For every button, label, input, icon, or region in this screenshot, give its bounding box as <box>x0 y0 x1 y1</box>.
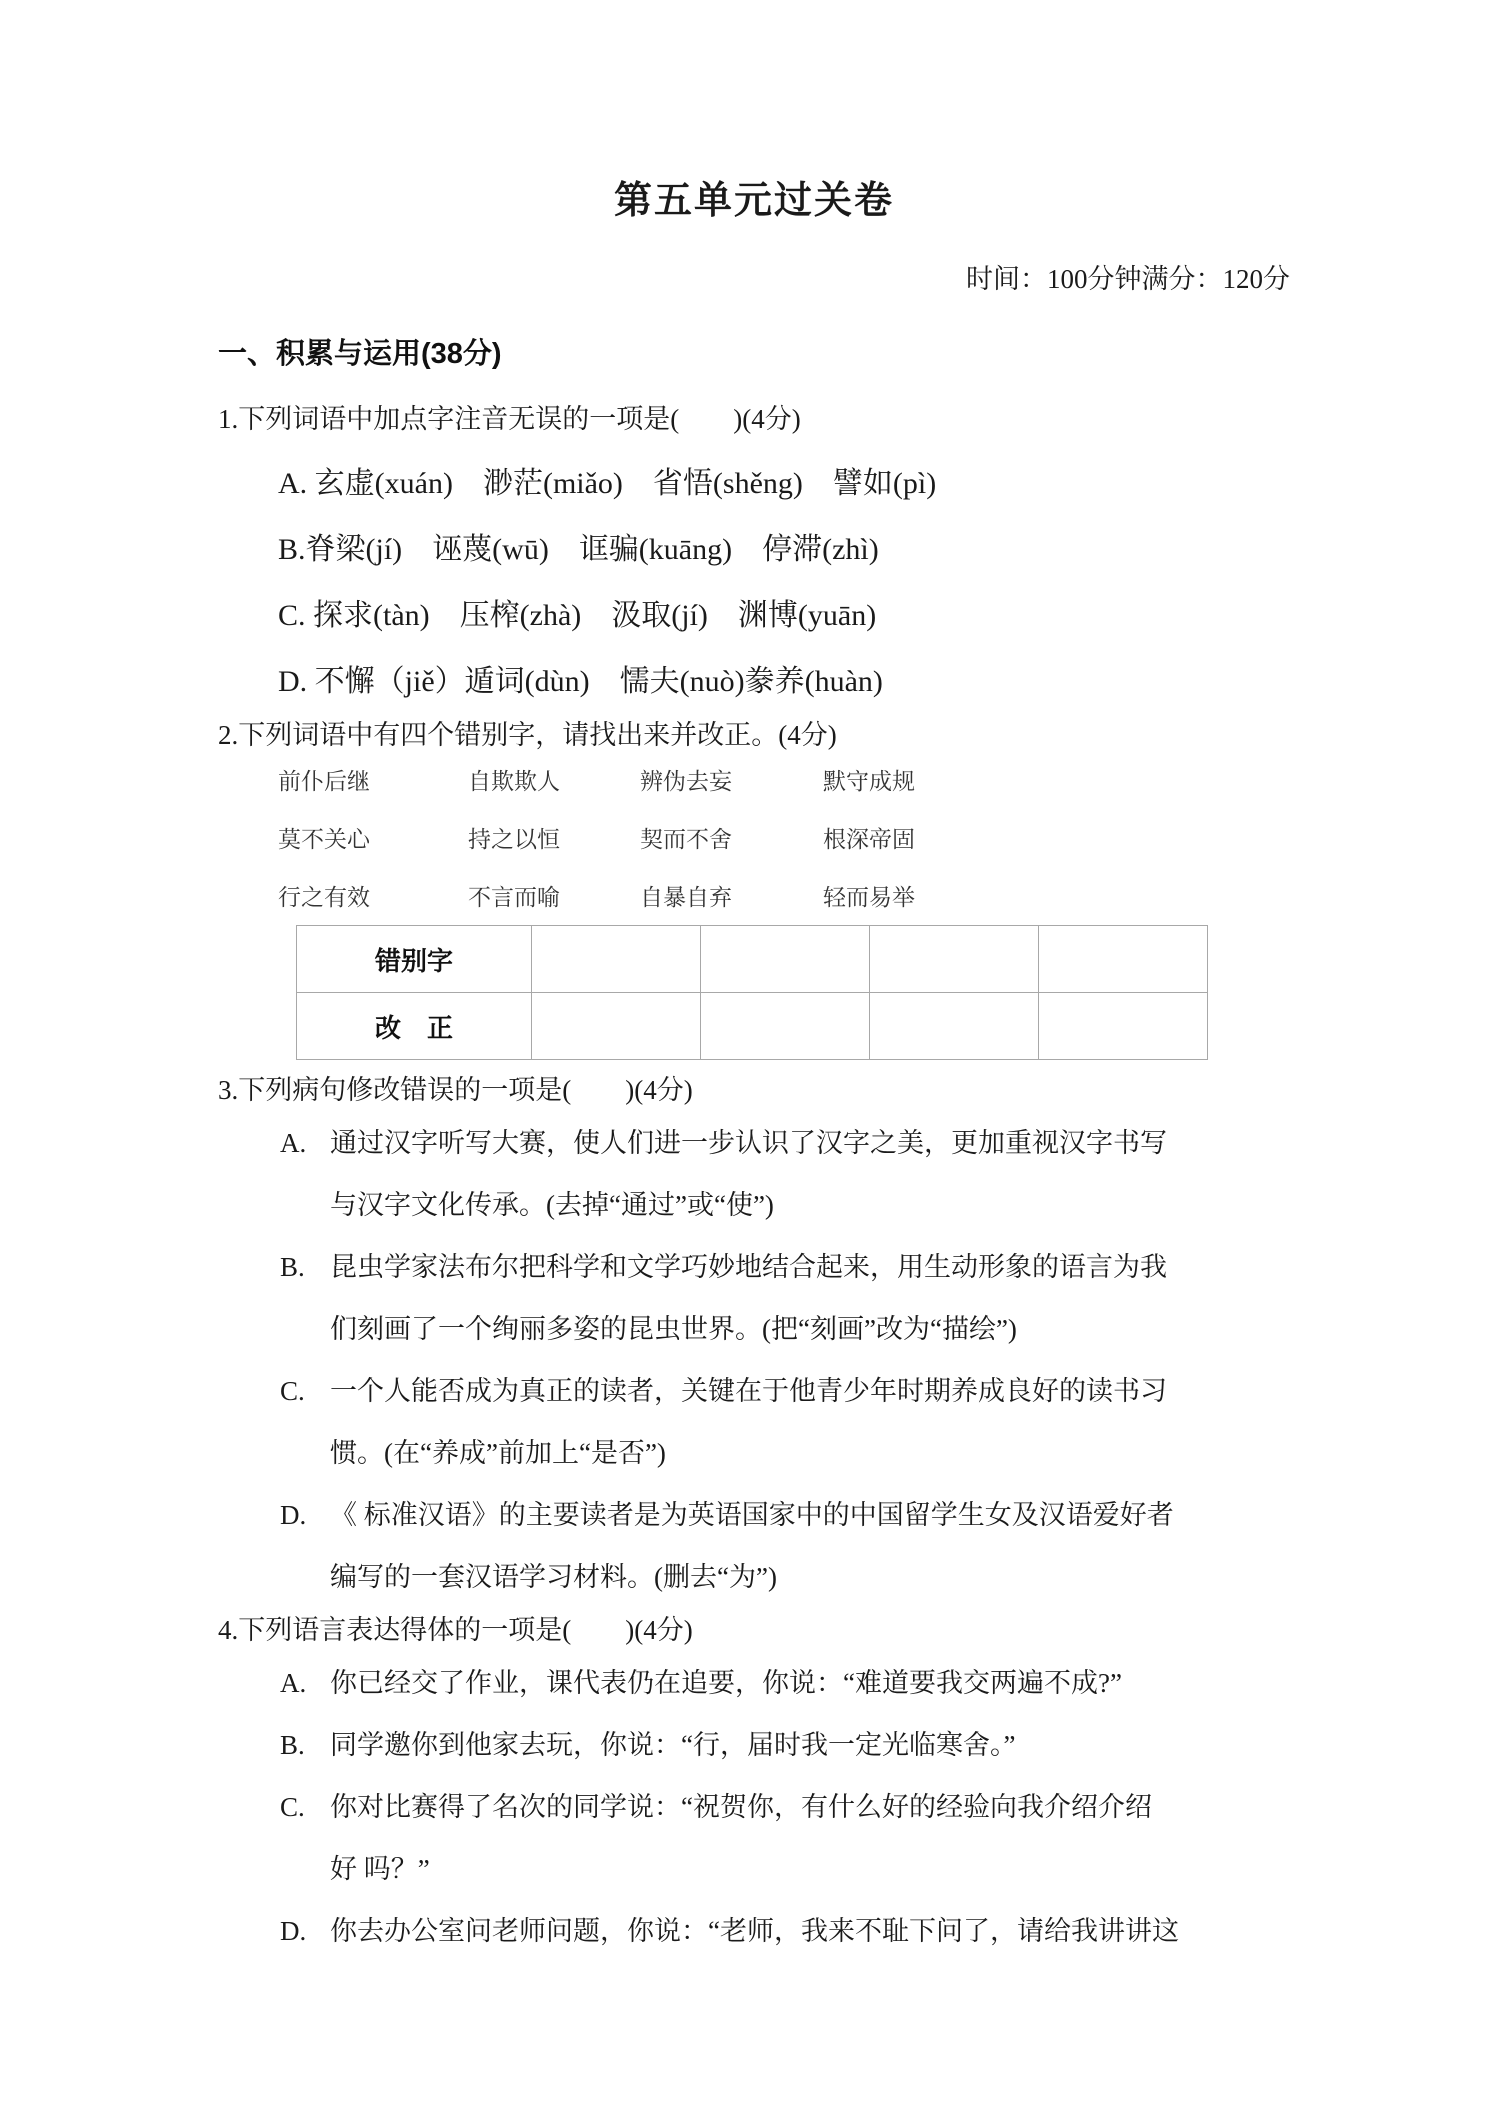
table-answer-cell <box>1039 926 1208 993</box>
option-label: A. <box>280 1128 307 1158</box>
question-1-option-a: A. 玄虚(xuán) 渺茫(miǎo) 省悟(shěng) 譬如(pì) <box>278 467 937 500</box>
option-text-line: 编写的一套汉语学习材料。(删去“为”) <box>330 1562 777 1592</box>
option-text-line: 通过汉字听写大赛，使人们进一步认识了汉字之美，更加重视汉字书写 <box>330 1128 1167 1158</box>
option-label: D. <box>280 1916 307 1946</box>
table-answer-cell <box>701 926 870 993</box>
option-text <box>330 1236 1290 1360</box>
option-label: A. <box>280 1668 307 1698</box>
option-text <box>330 1484 1290 1608</box>
option-text-line: 同学邀你到他家去玩，你说：“行，届时我一定光临寒舍。” <box>330 1730 1016 1760</box>
table-answer-cell <box>1039 993 1208 1060</box>
option-label: D. <box>280 1500 307 1530</box>
word-item: 不言而喻 <box>468 885 560 910</box>
question-3-options <box>280 1112 1290 1608</box>
word-item: 莫不关心 <box>278 827 370 852</box>
option-text-line: 与汉字文化传承。(去掉“通过”或“使”) <box>330 1190 774 1220</box>
option-text-line: 《 标准汉语》的主要读者是为英语国家中的中国留学生女及汉语爱好者 <box>330 1500 1174 1530</box>
question-1-option-c: C. 探求(tàn) 压榨(zhà) 汲取(jí) 渊博(yuān) <box>278 599 877 632</box>
table-label-wrong-characters: 错别字 <box>297 926 532 993</box>
question-4-option-a <box>280 1652 1290 1714</box>
option-text <box>330 1714 1290 1776</box>
question-4-option-c <box>280 1776 1290 1900</box>
word-item: 默守成规 <box>823 769 915 794</box>
question-3-option-d <box>280 1484 1290 1608</box>
word-item: 前仆后继 <box>278 769 370 794</box>
question-3-option-b <box>280 1236 1290 1360</box>
option-text <box>330 1112 1290 1236</box>
table-label-corrections: 改 正 <box>297 993 532 1060</box>
table-row-corrections <box>297 993 1208 1060</box>
option-label: C. <box>280 1376 305 1406</box>
question-4-options <box>280 1652 1290 1962</box>
option-text <box>330 1652 1290 1714</box>
question-1-option-b: B.脊梁(jí) 诬蔑(wū) 诓骗(kuāng) 停滞(zhì) <box>278 533 879 566</box>
option-text <box>330 1900 1290 1962</box>
correction-answer-table <box>296 925 1208 1060</box>
word-item: 轻而易举 <box>823 885 915 910</box>
word-item: 辨伪去妄 <box>640 769 732 794</box>
word-item: 持之以恒 <box>468 827 560 852</box>
option-label: C. <box>280 1792 305 1822</box>
option-label: B. <box>280 1252 305 1282</box>
option-text-line: 一个人能否成为真正的读者，关键在于他青少年时期养成良好的读书习 <box>330 1376 1167 1406</box>
table-answer-cell <box>701 993 870 1060</box>
table-answer-cell <box>532 926 701 993</box>
option-text-line: 惯。(在“养成”前加上“是否”) <box>330 1438 666 1468</box>
word-item: 行之有效 <box>278 885 370 910</box>
option-text <box>330 1360 1290 1484</box>
section-heading: 一、积累与运用(38分) <box>218 338 502 370</box>
question-1-option-d: D. 不懈（jiě）遁词(dùn) 懦夫(nuò)豢养(huàn) <box>278 665 883 698</box>
option-text-line: 你去办公室问老师问题，你说：“老师，我来不耻下问了，请给我讲讲这 <box>330 1916 1179 1946</box>
question-3-option-a <box>280 1112 1290 1236</box>
page-title: 第五单元过关卷 <box>613 180 894 222</box>
word-list-row <box>278 827 1290 853</box>
word-list-row <box>278 769 1290 795</box>
option-text-line: 好 吗？” <box>330 1854 430 1884</box>
question-4-option-b <box>280 1714 1290 1776</box>
table-answer-cell <box>870 993 1039 1060</box>
option-text-line: 们刻画了一个绚丽多姿的昆虫世界。(把“刻画”改为“描绘”) <box>330 1314 1017 1344</box>
question-2-stem: 2.下列词语中有四个错别字，请找出来并改正。(4分) <box>218 720 837 750</box>
table-row-wrong-characters <box>297 926 1208 993</box>
question-1-stem: 1.下列词语中加点字注音无误的一项是( )(4分) <box>218 404 801 434</box>
question-4-option-d <box>280 1900 1290 1962</box>
option-text <box>330 1776 1290 1900</box>
option-label: B. <box>280 1730 305 1760</box>
word-item: 自暴自弃 <box>640 885 732 910</box>
question-3-stem: 3.下列病句修改错误的一项是( )(4分) <box>218 1075 693 1105</box>
table-answer-cell <box>870 926 1039 993</box>
table-answer-cell <box>532 993 701 1060</box>
word-item: 契而不舍 <box>640 827 732 852</box>
option-text-line: 你已经交了作业，课代表仍在追要，你说：“难道要我交两遍不成?” <box>330 1668 1122 1698</box>
word-item: 自欺欺人 <box>468 769 560 794</box>
option-text-line: 你对比赛得了名次的同学说：“祝贺你，有什么好的经验向我介绍介绍 <box>330 1792 1152 1822</box>
question-3-option-c <box>280 1360 1290 1484</box>
word-item: 根深帝固 <box>823 827 915 852</box>
question-4-stem: 4.下列语言表达得体的一项是( )(4分) <box>218 1615 693 1645</box>
option-text-line: 昆虫学家法布尔把科学和文学巧妙地结合起来，用生动形象的语言为我 <box>330 1252 1167 1282</box>
exam-time-score-line: 时间：100分钟满分：120分 <box>966 264 1290 294</box>
word-list-row <box>278 885 1290 911</box>
